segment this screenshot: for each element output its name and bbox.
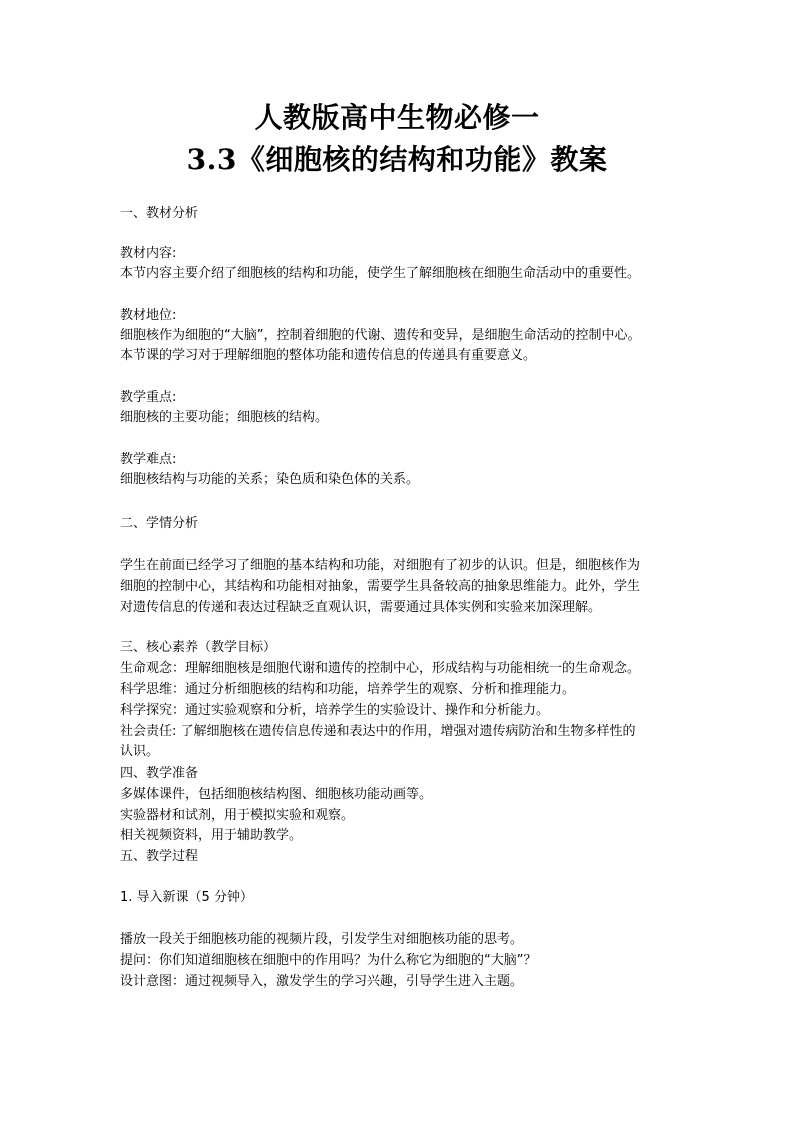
textbook-position-text-2: 本节课的学习对于理解细胞的整体功能和遗传信息的传递具有重要意义。	[120, 348, 537, 363]
section-heading-student-analysis: 二、学情分析	[120, 516, 199, 531]
step-1-line-3: 设计意图：通过视频导入，激发学生的学习兴趣，引导学生进入主题。	[120, 974, 524, 989]
goal-scientific-inquiry: 科学探究：通过实验观察和分析，培养学生的实验设计、操作和分析能力。	[120, 703, 550, 718]
goal-social-responsibility-1: 社会责任: 了解细胞核在遗传信息传递和表达中的作用，增强对遗传病防治和生物多样性的	[120, 724, 636, 739]
document-title-line-2: 3.3《细胞核的结构和功能》教案	[186, 143, 608, 176]
goal-life-concept: 生命观念：理解细胞核是细胞代谢和遗传的控制中心，形成结构与功能相统一的生命观念。	[120, 661, 641, 676]
teaching-key-label: 教学重点:	[120, 390, 177, 405]
step-1-line-1: 播放一段关于细胞核功能的视频片段，引发学生对细胞核功能的思考。	[120, 932, 524, 947]
preparation-item-3: 相关视频资料，用于辅助教学。	[120, 828, 303, 843]
teaching-difficulty-text: 细胞核结构与功能的关系；染色质和染色体的关系。	[120, 472, 420, 487]
section-heading-teaching-process: 五、教学过程	[120, 849, 199, 864]
teaching-key-text: 细胞核的主要功能；细胞核的结构。	[120, 410, 329, 425]
section-heading-preparation: 四、教学准备	[120, 766, 199, 781]
teaching-difficulty-label: 教学难点:	[120, 452, 177, 467]
textbook-position-text-1: 细胞核作为细胞的“大脑”，控制着细胞的代谢、遗传和变异，是细胞生命活动的控制中心。	[120, 328, 641, 343]
textbook-content-label: 教材内容:	[120, 246, 177, 261]
document-title-line-1: 人教版高中生物必修一	[254, 101, 540, 134]
step-1-title: 1. 导入新课（5 分钟）	[120, 890, 253, 905]
textbook-content-text: 本节内容主要介绍了细胞核的结构和功能，使学生了解细胞核在细胞生命活动中的重要性。	[120, 266, 641, 281]
student-analysis-line-1: 学生在前面已经学习了细胞的基本结构和功能，对细胞有了初步的认识。但是，细胞核作为	[120, 558, 641, 573]
preparation-item-1: 多媒体课件，包括细胞核结构图、细胞核功能动画等。	[120, 787, 433, 802]
student-analysis-line-2: 细胞的控制中心，其结构和功能相对抽象，需要学生具备较高的抽象思维能力。此外，学生	[120, 579, 641, 594]
section-heading-textbook-analysis: 一、教材分析	[120, 206, 199, 221]
section-heading-core-literacy: 三、核心素养（教学目标）	[120, 640, 277, 655]
preparation-item-2: 实验器材和试剂，用于模拟实验和观察。	[120, 808, 355, 823]
textbook-position-label: 教材地位:	[120, 308, 177, 323]
student-analysis-line-3: 对遗传信息的传递和表达过程缺乏直观认识，需要通过具体实例和实验来加深理解。	[120, 600, 602, 615]
step-1-line-2: 提问：你们知道细胞核在细胞中的作用吗？为什么称它为细胞的“大脑”？	[120, 953, 537, 968]
goal-social-responsibility-2: 认识。	[120, 744, 160, 759]
goal-scientific-thinking: 科学思维：通过分析细胞核的结构和功能，培养学生的观察、分析和推理能力。	[120, 682, 576, 697]
